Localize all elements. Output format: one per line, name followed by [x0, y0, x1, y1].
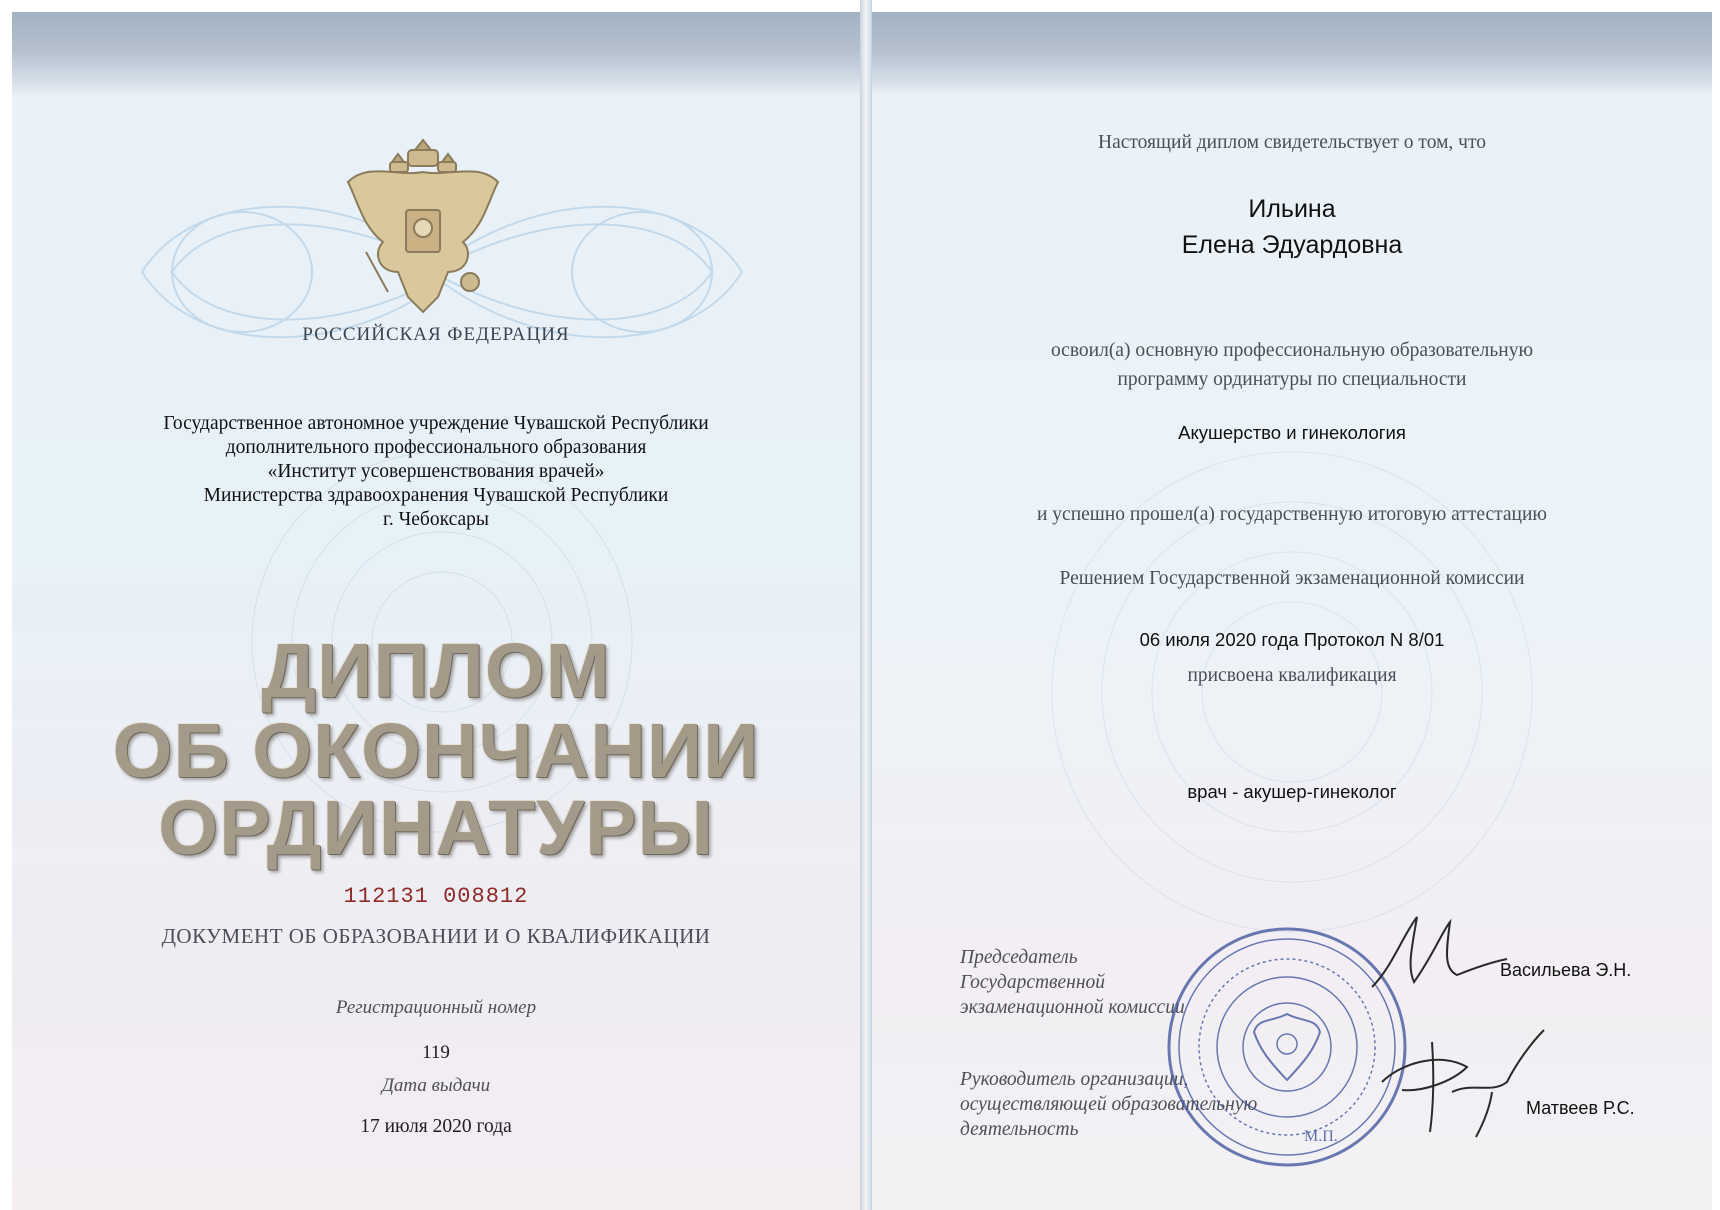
chair-label-line: экзаменационной комиссии: [960, 997, 1185, 1018]
decorative-band: [872, 12, 1712, 96]
seal-mark: М.П.: [1304, 1128, 1338, 1145]
graduate-given-names: Елена Эдуардовна: [1181, 231, 1403, 259]
program-text-line: освоил(а) основную профессиональную образовательную: [1050, 340, 1534, 361]
book-spine: [860, 0, 872, 1210]
qualification-label: присвоена квалификация: [1187, 665, 1397, 686]
organization-line: дополнительного профессионального образования: [225, 437, 647, 458]
intro-text: Настоящий диплом свидетельствует о том, что: [1097, 132, 1486, 153]
graduate-surname: Ильина: [1248, 195, 1336, 223]
diploma-title-line: ОБ ОКОНЧАНИИ: [112, 708, 760, 794]
chair-name: Васильева Э.Н.: [1500, 960, 1632, 980]
organization-city: г. Чебоксары: [383, 509, 489, 530]
diploma-left-page: [12, 12, 860, 1210]
registration-label: Регистрационный номер: [335, 997, 537, 1018]
organization-line: Государственное автономное учреждение Чувашской Республики: [163, 413, 709, 434]
diploma-title-line: ДИПЛОМ: [261, 628, 611, 714]
head-label-line: осуществляющей образовательную: [960, 1094, 1258, 1115]
serial-number: 112131 008812: [343, 884, 529, 909]
head-label-line: деятельность: [960, 1119, 1079, 1140]
organization-line: Министерства здравоохранения Чувашской Республики: [203, 485, 669, 506]
document-type: ДОКУМЕНТ ОБ ОБРАЗОВАНИИ И О КВАЛИФИКАЦИИ: [161, 924, 711, 948]
head-label-line: Руководитель организации,: [960, 1069, 1189, 1090]
head-signature: [1372, 1022, 1552, 1142]
chair-label-line: Председатель: [960, 947, 1078, 968]
chair-label-line: Государственной: [960, 972, 1106, 993]
registration-number: 119: [422, 1042, 450, 1063]
diploma-right-page: [872, 12, 1712, 1210]
country-name: РОССИЙСКАЯ ФЕДЕРАЦИЯ: [302, 324, 570, 345]
decision-text: Решением Государственной экзаменационной комиссии: [1059, 568, 1525, 589]
decorative-band: [12, 12, 860, 96]
issue-date: 17 июля 2020 года: [360, 1116, 512, 1137]
qualification: врач - акушер-гинеколог: [1187, 781, 1397, 802]
issue-date-label: Дата выдачи: [381, 1075, 491, 1096]
head-name: Матвеев Р.С.: [1526, 1098, 1635, 1118]
diploma-title-line: ОРДИНАТУРЫ: [158, 785, 714, 871]
protocol-text: 06 июля 2020 года Протокол N 8/01: [1139, 629, 1445, 650]
program-text-line: программу ординатуры по специальности: [1117, 369, 1467, 390]
specialty: Акушерство и гинекология: [1178, 422, 1406, 443]
chair-signature: [1362, 907, 1512, 997]
coat-of-arms-icon: [338, 132, 508, 322]
organization-line: «Институт усовершенствования врачей»: [267, 461, 605, 482]
attestation-text: и успешно прошел(а) государственную итоговую аттестацию: [1036, 504, 1547, 525]
